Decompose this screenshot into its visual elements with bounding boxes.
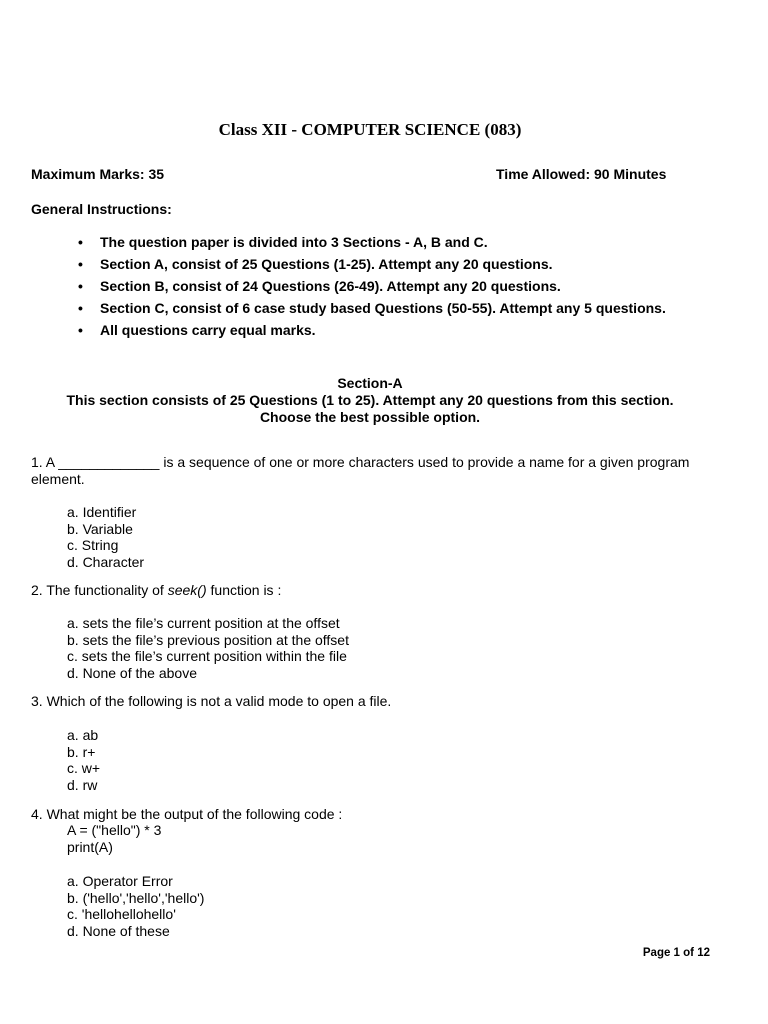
bullet-icon: • — [78, 278, 83, 294]
exam-meta-row — [31, 166, 691, 182]
general-instructions-label: General Instructions: — [31, 201, 172, 217]
option-item: c. String — [67, 537, 119, 554]
instruction-item: • Section A, consist of 25 Questions (1-25). Attempt any 20 questions. — [78, 256, 553, 272]
bullet-icon: • — [78, 256, 83, 272]
option-item: d. Character — [67, 554, 145, 571]
question-stem: 3. Which of the following is not a valid mode to open a file. — [31, 693, 392, 709]
time-allowed: Time Allowed: 90 Minutes — [496, 166, 667, 182]
option-item: b. ('hello','hello','hello') — [67, 889, 205, 906]
bullet-icon: • — [78, 300, 83, 316]
option-item: c. 'hellohellohello' — [67, 906, 176, 923]
option-item: c. sets the file’s current position within the file — [67, 648, 347, 665]
function-name: seek() — [167, 582, 207, 598]
bullet-icon: • — [78, 234, 83, 250]
instruction-item: • All questions carry equal marks. — [78, 322, 316, 338]
option-item: d. rw — [67, 777, 98, 794]
option-item: a. ab — [67, 727, 99, 743]
question-stem: 1. A _____________ is a sequence of one or more characters used to provide a name for a given program element. — [31, 454, 690, 487]
options-list — [67, 504, 144, 571]
section-direction: Choose the best possible option. — [259, 409, 481, 425]
options-list — [67, 873, 204, 940]
instruction-item: • Section B, consist of 24 Questions (26-49). Attempt any 20 questions. — [78, 278, 561, 294]
section-name: Section-A — [337, 375, 403, 391]
question-1 — [31, 454, 721, 571]
options-list — [67, 615, 349, 682]
code-snippet — [67, 822, 161, 855]
option-item: b. sets the file’s previous position at the offset — [67, 631, 349, 648]
option-item: a. Identifier — [67, 504, 137, 520]
page-number: Page 1 of 12 — [642, 947, 710, 959]
section-header — [0, 375, 740, 426]
question-3 — [31, 693, 721, 794]
option-item: a. sets the file’s current position at the offset — [67, 615, 340, 631]
option-item: a. Operator Error — [67, 873, 173, 889]
option-item: c. w+ — [67, 760, 101, 777]
option-item: b. Variable — [67, 520, 133, 537]
option-item: d. None of these — [67, 923, 170, 940]
max-marks: Maximum Marks: 35 — [31, 166, 165, 182]
option-item: d. None of the above — [67, 665, 197, 682]
instructions-list — [78, 234, 678, 344]
bullet-icon: • — [78, 322, 83, 338]
instruction-item: • The question paper is divided into 3 Sections - A, B and C. — [78, 234, 488, 250]
code-line: A = ("hello") * 3 — [67, 822, 162, 838]
code-line: print(A) — [67, 838, 113, 855]
instruction-item: • Section C, consist of 6 case study based Questions (50-55). Attempt any 5 questions. — [78, 300, 666, 316]
question-stem: 4. What might be the output of the following code : — [31, 806, 343, 822]
option-item: b. r+ — [67, 743, 96, 760]
question-stem: 2. The functionality of seek() function is : — [31, 582, 282, 598]
options-list — [67, 727, 100, 794]
question-2 — [31, 582, 721, 682]
question-4 — [31, 806, 721, 940]
section-description: This section consists of 25 Questions (1 to 25). Attempt any 20 questions from this section. — [66, 392, 674, 408]
page-title: Class XII - COMPUTER SCIENCE (083) — [218, 120, 522, 139]
